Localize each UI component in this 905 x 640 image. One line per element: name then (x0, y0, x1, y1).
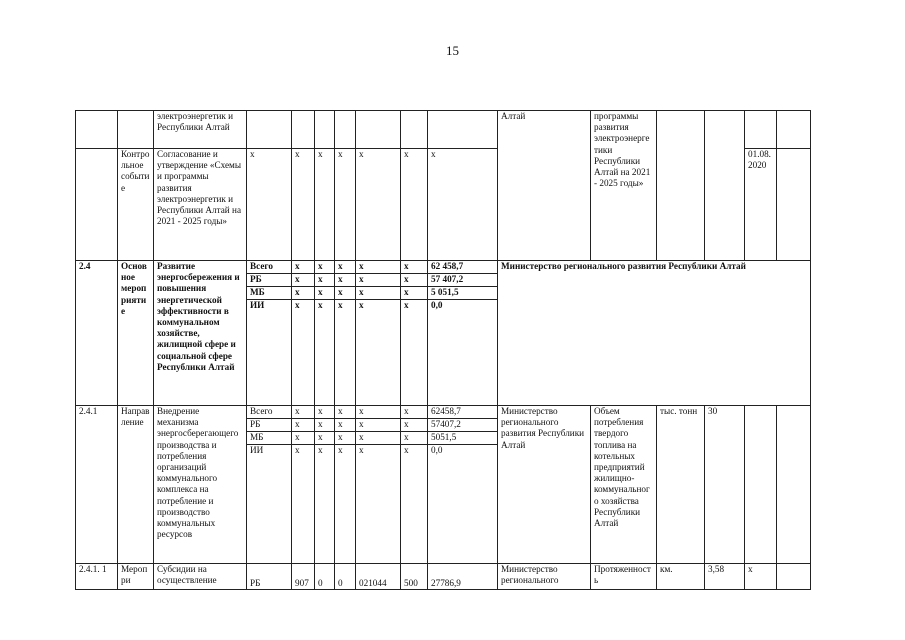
cell-indicator: Протяженность (591, 564, 657, 590)
cell-name: Внедрение механизма энергосберегающего производства и потребления организаций коммунального комплекса на потребление и производство коммунальных ресурсов (154, 406, 247, 564)
table-row-2-4-1-1: 2.4.1. 1 Меропри Субсидии на осуществление РБ 907 0 0 021044 500 27786,9 Министерство регионального Протяженность км. 3,58 x (76, 564, 811, 590)
table-row-2-4-1-ii: ИИ x x x x x 0,0 (76, 445, 811, 564)
cell-executor: Министерство регионального развития Республики Алтай (498, 261, 811, 406)
cell-unit: км. (657, 564, 705, 590)
cell-name: электроэнергетик и Республики Алтай (154, 111, 247, 149)
table-row-continuation (76, 111, 811, 149)
cell-indicator: программы развития электроэнергетики Республики Алтай на 2021 - 2025 годы» (591, 111, 657, 261)
cell-value: 3,58 (705, 564, 745, 590)
table-row-2-4-ii: ИИ x x x x x 0,0 (76, 300, 811, 406)
page-number: 15 (446, 43, 459, 58)
table-row-2-4-rb: РБ x x x x x 57 407,2 (76, 274, 811, 287)
cell-num: 2.4.1. 1 (76, 564, 118, 590)
cell-num (76, 111, 118, 149)
cell-type (118, 111, 154, 149)
cell-name: Согласование и утверждение «Схемы и программы развития электроэнергетик и Республики Алтай на 2021 - 2025 годы» (154, 149, 247, 261)
table-row-2-4: 2.4 Основное мероприятие Развитие энергосбережения и повышения энергетической эффективности в коммунальном хозяйстве, жилищной сфере и социальной сфере Республики Алтай Всего x x x x x 62 458,7 Министерство регионального развития Республики Алтай (76, 261, 811, 274)
cell-executor: Министерство регионального (498, 564, 591, 590)
cell-indicator: Объем потребления твердого топлива на котельных предприятий жилищно-коммунального хозяйства Республики Алтай (591, 406, 657, 564)
table-row-2-4-1-mb: МБ x x x x x 5051,5 (76, 432, 811, 445)
cell-type: Основное мероприятие (118, 261, 154, 406)
table-row-2-4-1: 2.4.1 Направление Внедрение механизма энергосберегающего производства и потребления организаций коммунального комплекса на потребление и производство коммунальных ресурсов Всего x x x x x 62458,7 Министерство регионального развития Республики Алтай Объем потребления твердого топлива на котельных предприятий жилищно-коммунального хозяйства Республики Алтай тыс. тонн 30 (76, 406, 811, 419)
cell-executor: Алтай (498, 111, 591, 261)
table-row-2-4-mb: МБ x x x x x 5 051,5 (76, 287, 811, 300)
cell-name: Субсидии на осуществление (154, 564, 247, 590)
cell-type: Контрольное событие (118, 149, 154, 261)
cell-unit: тыс. тонн (657, 406, 705, 564)
cell-type: Направление (118, 406, 154, 564)
table-row-control-event: Контрольное событие Согласование и утверждение «Схемы и программы развития электроэнергетик и Республики Алтай на 2021 - 2025 годы» x x x x x x x 01.08. 2020 (76, 149, 811, 261)
table-row-2-4-1-rb: РБ x x x x x 57407,2 (76, 419, 811, 432)
cell-num: 2.4.1 (76, 406, 118, 564)
cell-type: Меропри (118, 564, 154, 590)
cell-date: 01.08. 2020 (745, 149, 777, 261)
cell-name: Развитие энергосбережения и повышения энергетической эффективности в коммунальном хозяйстве, жилищной сфере и социальной сфере Республики Алтай (154, 261, 247, 406)
cell-num: 2.4 (76, 261, 118, 406)
cell-executor: Министерство регионального развития Республики Алтай (498, 406, 591, 564)
program-table (75, 110, 811, 590)
cell-value: 30 (705, 406, 745, 564)
